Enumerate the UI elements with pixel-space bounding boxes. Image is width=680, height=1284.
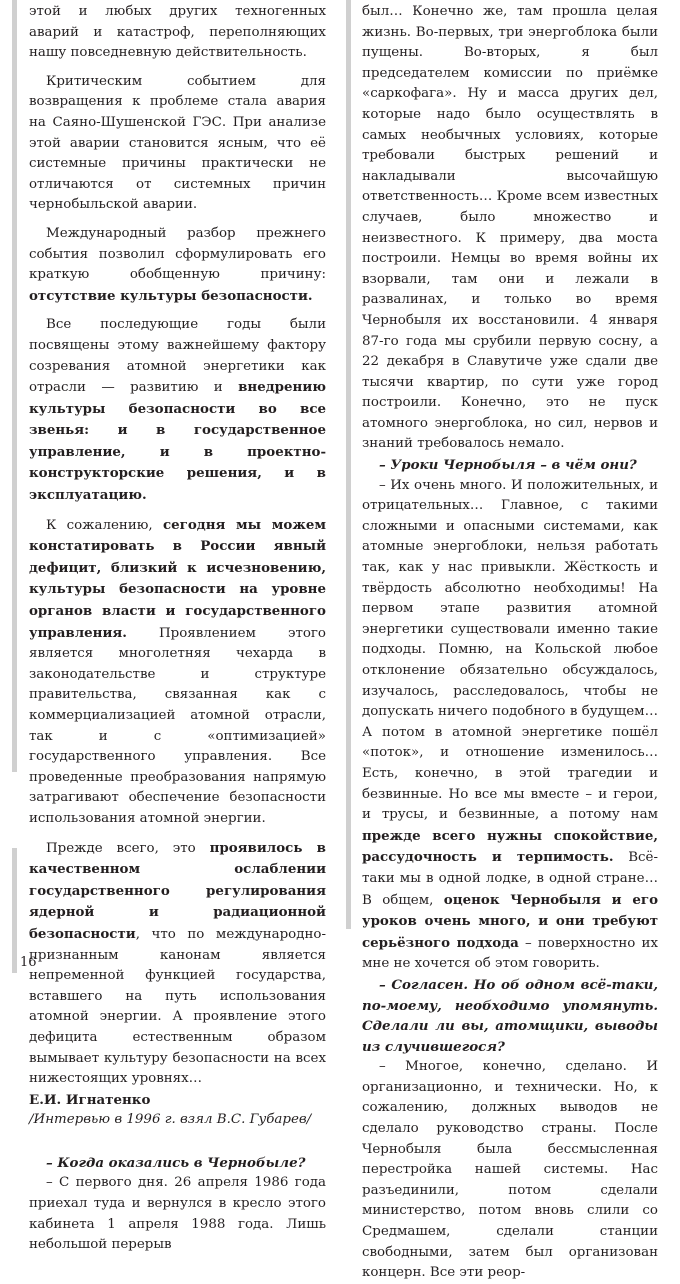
page-number: 16	[20, 955, 37, 970]
left-margin-bar-lower	[12, 848, 17, 973]
question: – Уроки Чернобыля – в чём они?	[379, 457, 637, 474]
answer: – Многое, конечно, сделано. И организационно, и технически. Но, к сожалению, должных выводов не сделало руководство страны. После Чернобыля была бессмысленная перестройка нашей системы. Нас разъединили, потом сделали министерство, потом вновь слили со Средмашем, сделали станции свободными, затем был организован концерн. Все эти реор-	[362, 1059, 658, 1281]
paragraph: Прежде всего, это проявилось в качественном ослаблении государственного регулирования ядерной и радиационной безопасности, что по международно-признанным канонам является непременной функцией государства, вставшего на путь использования атомной энергии. А проявление этого дефицита естественным образом вымывает культуру безопасности на всех нижестоящих уровнях…	[29, 839, 326, 1087]
answer: – Их очень много. И положительных, и отрицательных… Главное, с такими сложными и опасными системами, как атомные энергоблоки, нельзя работать так, как у нас привыкли. Жёсткость и твёрдость абсолютно необходимы! На первом этапе развития атомной энергетики существовали именно такие подходы. Помню, на Кольской любое отклонение обязательно обсуждалось, изучалось, расследовалось, чтобы не допускать ничего подобного в будущем… А потом в атомной энергетике пошёл «поток», и отношение изменилось… Есть, конечно, в этой трагедии и безвинные. Но все мы вместе – и герои, и трусы, и безвинные, а потому нам прежде всего нужны спокойствие, рассудочность и терпимость. Всё-таки мы в одной лодке, в одной стране… В общем, оценок Чернобыля и его уроков очень много, и они требуют серьёзного подхода – поверхностно их мне не хочется об этом говорить.	[362, 477, 658, 972]
right-column	[362, 2, 658, 1284]
left-column	[29, 2, 326, 1256]
question: – Когда оказались в Чернобыле?	[46, 1154, 306, 1171]
question: – Согласен. Но об одном всё-таки, по-моему, необходимо упомянуть. Сделали ли вы, атомщики, выводы из случившегося?	[362, 976, 658, 1055]
signature: Е.И. Игнатенко	[29, 1091, 151, 1108]
qa-block	[29, 1153, 326, 1256]
paragraph: Международный разбор прежнего события позволил сформулировать его краткую обобщенную причину: отсутствие культуры безопасности.	[29, 225, 326, 304]
paragraph: Все последующие годы были посвящены этому важнейшему фактору созревания атомной энергетики как отрасли — развитию и внедрению культуры безопасности во все звенья: и в государственное управление, и в проектно-конструкторские решения, и в эксплуатацию.	[29, 317, 326, 504]
paragraph: Критическим событием для возвращения к проблеме стала авария на Саяно-Шушенской ГЭС. При анализе этой аварии становится ясным, что её системные причины практически не отличаются от системных причин чернобыльской аварии.	[29, 73, 326, 213]
right-margin-bar	[346, 0, 351, 929]
left-margin-bar	[12, 0, 17, 772]
paragraph: был… Конечно же, там прошла целая жизнь. Во-первых, три энергоблока были пущены. Во-вторых, я был председателем комиссии по приёмке «саркофага». Ну и масса других дел, которые надо было осуществлять в самых необычных условиях, которые требовали быстрых решений и накладывали высочайшую ответственность… Кроме всем известных случаев, было множество и неизвестного. К примеру, два моста построили. Немцы во время войны их взорвали, там они и лежали в развалинах, и только во время Чернобыля их восстановили. 4 января 87-го года мы срубили первую сосну, а 22 декабря в Славутиче уже сдали две тысячи квартир, по сути уже город построили. Конечно, это не пуск атомного энергоблока, но сил, нервов и знаний требовалось немало.	[362, 4, 658, 452]
paragraph: К сожалению, сегодня мы можем констатировать в России явный дефицит, близкий к исчезновению, культуры безопасности на уровне органов власти и государственного управления. Проявлением этого является многолетняя чехарда в законодательстве и структуре правительства, связанная как с коммерциализацией атомной отрасли, так и с «оптимизацией» государственного управления. Все проведенные преобразования напрямую затрагивают обеспечение безопасности использования атомной энергии.	[29, 516, 327, 826]
paragraph: этой и любых других техногенных аварий и катастроф, переполняющих нашу повседневную действительность.	[29, 4, 326, 61]
interview-credit: /Интервью в 1996 г. взял В.С. Губарев/	[29, 1112, 312, 1128]
answer: – С первого дня. 26 апреля 1986 года приехал туда и вернулся в кресло этого кабинета 1 апреля 1988 года. Лишь небольшой перерыв	[29, 1175, 326, 1253]
